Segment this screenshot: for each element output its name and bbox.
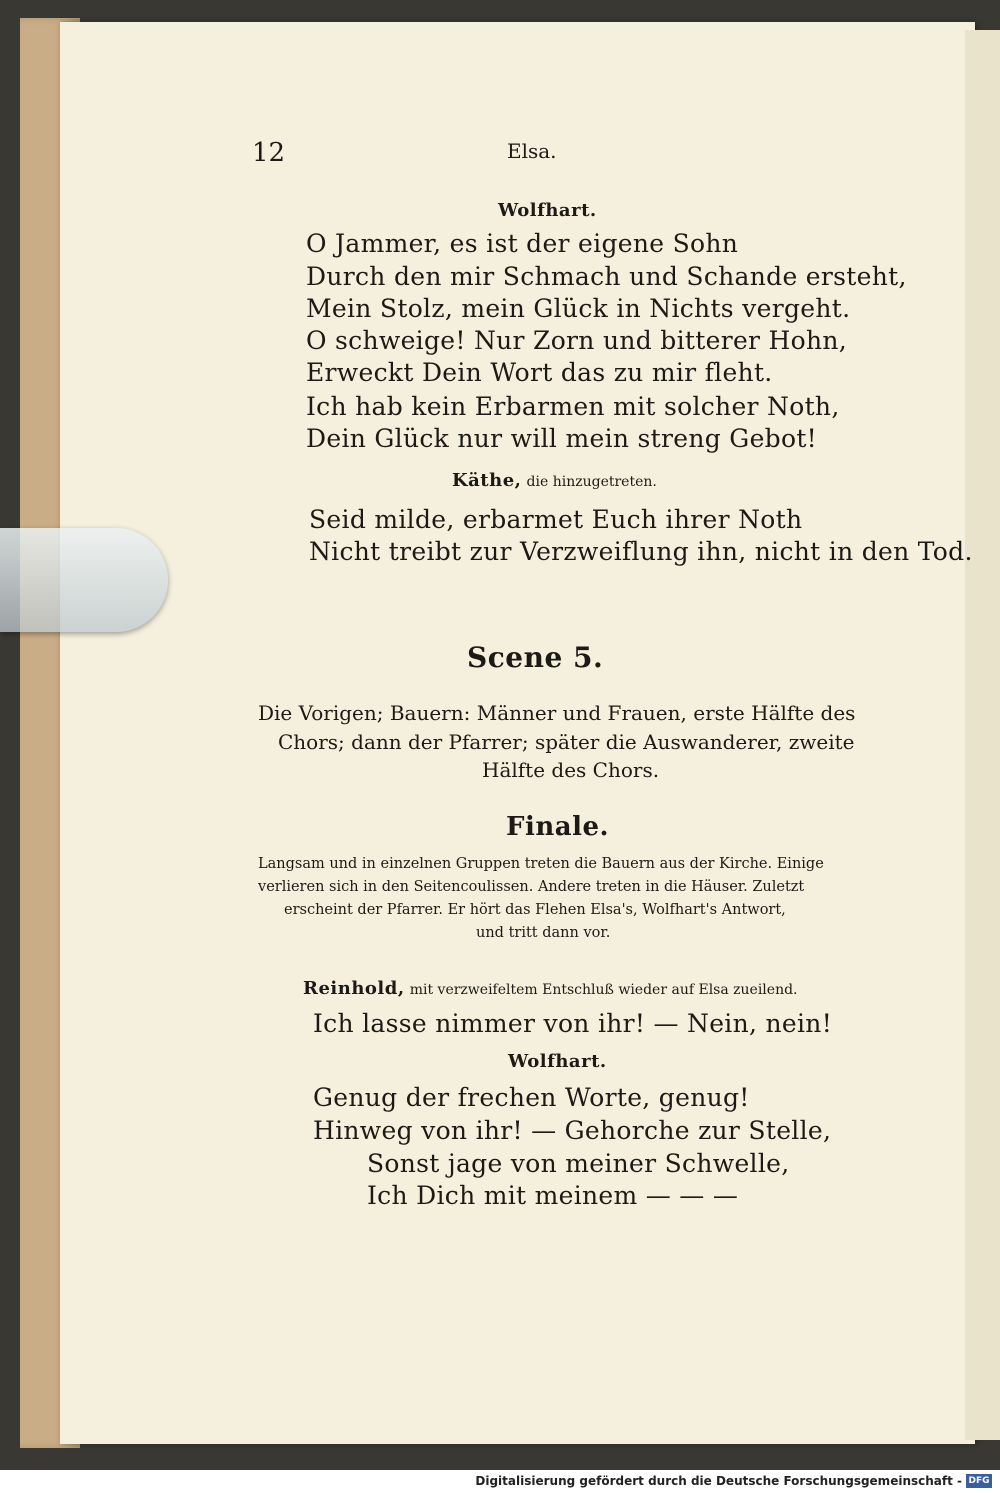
speaker-wolfhart: Wolfhart. [508, 1051, 607, 1072]
verse-line: O schweige! Nur Zorn und bitterer Hohn, [306, 326, 848, 355]
verse-line: Dein Glück nur will mein streng Gebot! [306, 424, 818, 453]
verse-line: Genug der frechen Worte, genug! [313, 1083, 750, 1112]
speaker-heading-kaethe [452, 470, 657, 491]
verse-line: Durch den mir Schmach und Schande ersteht, [306, 262, 907, 291]
finale-description-line: und tritt dann vor. [476, 925, 611, 941]
page-number: 12 [252, 138, 286, 168]
scene-description-line: Chors; dann der Pfarrer; später die Auswanderer, zweite [278, 730, 855, 754]
glass-page-clip [0, 528, 168, 632]
speaker-reinhold: Reinhold, [303, 978, 405, 999]
stage-direction: mit verzweifeltem Entschluß wieder auf Elsa zueilend. [409, 982, 798, 998]
finale-description-line: verlieren sich in den Seitencoulissen. Andere treten in die Häuser. Zuletzt [258, 879, 805, 895]
finale-title: Finale. [506, 812, 610, 842]
verse-line: Seid milde, erbarmet Euch ihrer Noth [309, 505, 803, 534]
verse-line: Mein Stolz, mein Glück in Nichts vergeht. [306, 294, 851, 323]
dfg-logo-icon: DFG [966, 1474, 992, 1488]
speaker-wolfhart: Wolfhart. [498, 200, 597, 221]
page-edge [965, 30, 1000, 1440]
scene-description-line: Hälfte des Chors. [482, 758, 660, 782]
running-head: Elsa. [507, 139, 557, 163]
verse-line: O Jammer, es ist der eigene Sohn [306, 229, 739, 258]
stage-direction: die hinzugetreten. [526, 474, 657, 490]
finale-description-line: erscheint der Pfarrer. Er hört das Flehen Elsa's, Wolfhart's Antwort, [284, 902, 786, 918]
verse-line: Ich hab kein Erbarmen mit solcher Noth, [306, 392, 840, 421]
finale-description-line: Langsam und in einzelnen Gruppen treten die Bauern aus der Kirche. Einige [258, 856, 824, 872]
speaker-heading-reinhold [303, 978, 798, 999]
footer-credit: Digitalisierung gefördert durch die Deutsche Forschungsgemeinschaft - [475, 1474, 962, 1488]
verse-line: Hinweg von ihr! — Gehorche zur Stelle, [313, 1116, 832, 1145]
verse-line: Ich lasse nimmer von ihr! — Nein, nein! [313, 1009, 833, 1038]
speaker-kaethe: Käthe, [452, 470, 522, 491]
verse-line: Ich Dich mit meinem — — — [367, 1181, 739, 1210]
scene-description-line: Die Vorigen; Bauern: Männer und Frauen, erste Hälfte des [258, 701, 856, 725]
footer-bar [0, 1470, 1000, 1493]
verse-line: Nicht treibt zur Verzweiflung ihn, nicht in den Tod. [309, 537, 973, 566]
verse-line: Erweckt Dein Wort das zu mir fleht. [306, 358, 773, 387]
verse-line: Sonst jage von meiner Schwelle, [367, 1149, 790, 1178]
scene-title: Scene 5. [467, 641, 604, 674]
